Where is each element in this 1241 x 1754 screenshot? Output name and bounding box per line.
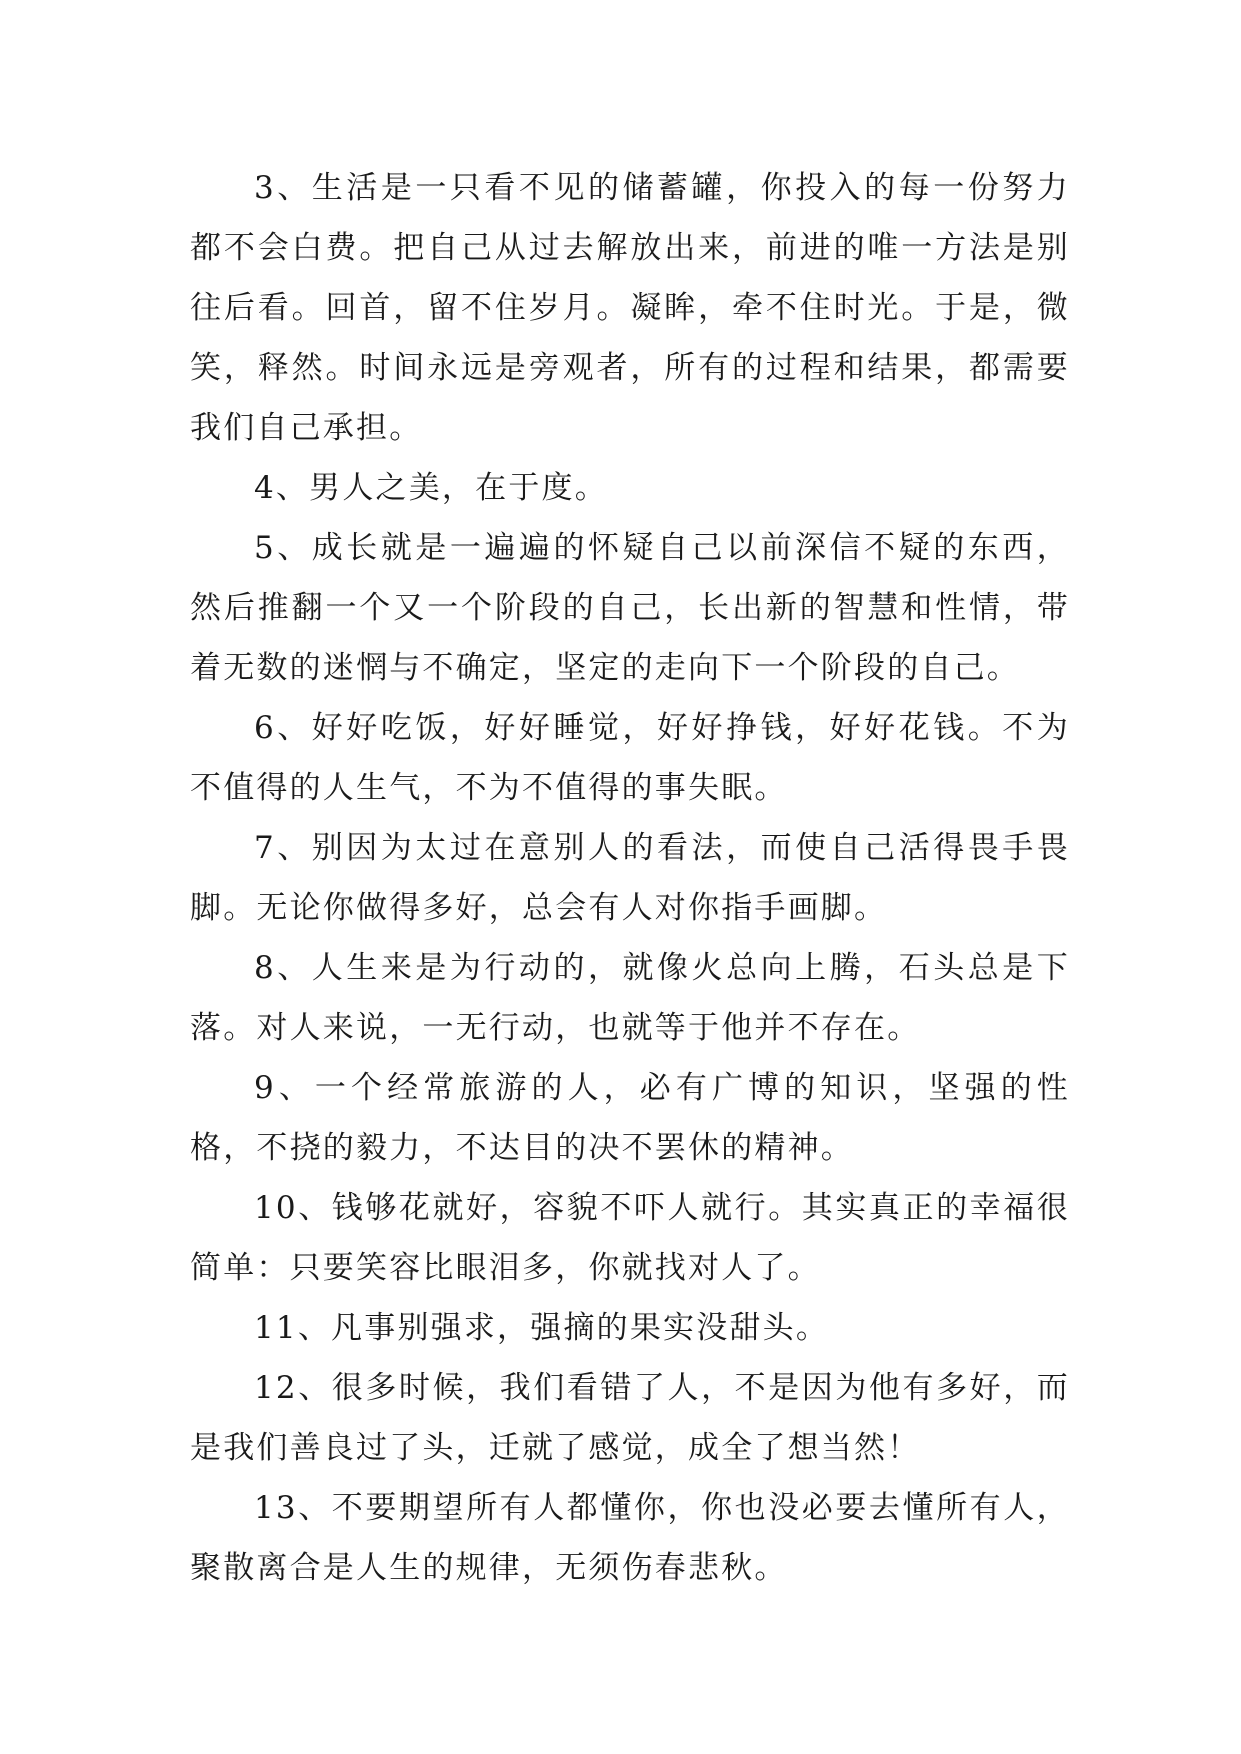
- document-body: [190, 158, 1070, 1598]
- paragraph-11: 11、凡事别强求，强摘的果实没甜头。: [254, 1310, 830, 1346]
- paragraph-4: 4、男人之美，在于度。: [254, 470, 608, 506]
- paragraph-10: 10、钱够花就好，容貌不吓人就行。其实真正的幸福很简单：只要笑容比眼泪多，你就找对人了。: [190, 1190, 1070, 1286]
- paragraph-13: 13、不要期望所有人都懂你，你也没必要去懂所有人，聚散离合是人生的规律，无须伤春悲秋。: [190, 1490, 1070, 1586]
- paragraph-3: 3、生活是一只看不见的储蓄罐，你投入的每一份努力都不会白费。把自己从过去解放出来，前进的唯一方法是别往后看。回首，留不住岁月。凝眸，牵不住时光。于是，微笑，释然。时间永远是旁观者，所有的过程和结果，都需要我们自己承担。: [190, 170, 1070, 446]
- paragraph-5: 5、成长就是一遍遍的怀疑自己以前深信不疑的东西，然后推翻一个又一个阶段的自己，长出新的智慧和性情，带着无数的迷惘与不确定，坚定的走向下一个阶段的自己。: [190, 530, 1070, 686]
- paragraph-9: 9、一个经常旅游的人，必有广博的知识，坚强的性格，不挠的毅力，不达目的决不罢休的精神。: [190, 1070, 1070, 1166]
- paragraph-8: 8、人生来是为行动的，就像火总向上腾，石头总是下落。对人来说，一无行动，也就等于他并不存在。: [190, 950, 1070, 1046]
- paragraph-12: 12、很多时候，我们看错了人，不是因为他有多好，而是我们善良过了头，迁就了感觉，成全了想当然！: [190, 1370, 1070, 1466]
- paragraph-7: 7、别因为太过在意别人的看法，而使自己活得畏手畏脚。无论你做得多好，总会有人对你指手画脚。: [190, 830, 1070, 926]
- paragraph-6: 6、好好吃饭，好好睡觉，好好挣钱，好好花钱。不为不值得的人生气，不为不值得的事失眠。: [190, 710, 1070, 806]
